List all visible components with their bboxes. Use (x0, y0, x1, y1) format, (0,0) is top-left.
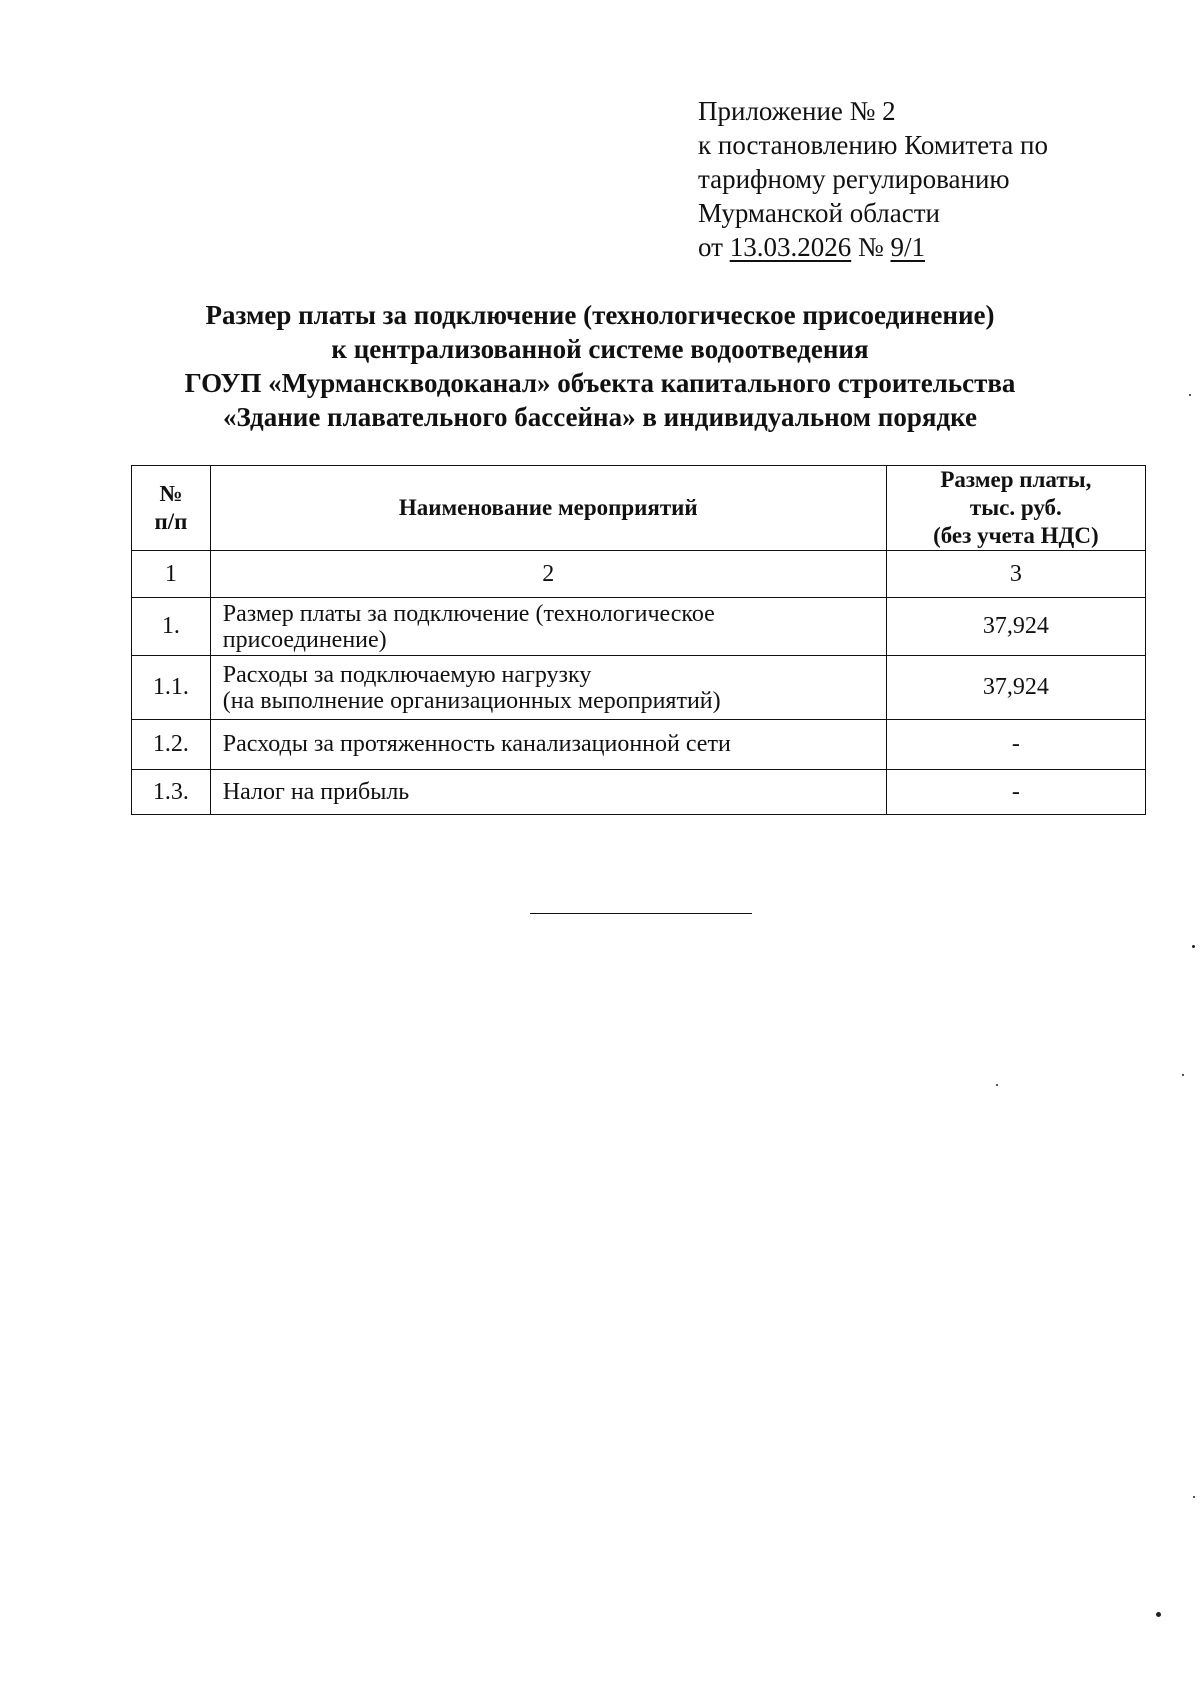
header-name: Наименование мероприятий (210, 466, 886, 551)
header-fee-line-3: (без учета НДС) (933, 523, 1099, 548)
column-number-row (132, 551, 1146, 598)
title-line-1: Размер платы за подключение (технологическое присоединение) (205, 300, 995, 330)
header-fee-line-2: тыс. руб. (969, 495, 1062, 520)
fee-table (131, 465, 1146, 815)
row-num: 1. (132, 598, 211, 656)
scan-speck (1156, 1612, 1161, 1617)
closing-separator-line (530, 913, 752, 914)
document-title (100, 298, 1100, 434)
number-prefix: № (851, 232, 891, 262)
row-value: 37,924 (886, 598, 1145, 656)
row-value: - (886, 770, 1145, 815)
resolution-date: 13.03.2026 (729, 232, 852, 262)
column-number-1: 1 (132, 551, 211, 598)
appendix-line-4: Мурманской области (698, 198, 940, 228)
row-value: - (886, 720, 1145, 770)
title-line-3: ГОУП «Мурманскводоканал» объекта капитального строительства (184, 368, 1016, 398)
row-num: 1.3. (132, 770, 211, 815)
appendix-line-2: к постановлению Комитета по (698, 130, 1048, 160)
table-header-row (132, 466, 1146, 551)
appendix-note (698, 94, 1048, 264)
row-name-line-2: присоединение) (222, 626, 387, 653)
scan-speck (1192, 945, 1195, 948)
column-number-2: 2 (210, 551, 886, 598)
appendix-date-line (698, 230, 1048, 264)
row-name: Налог на прибыль (210, 770, 886, 815)
row-num: 1.1. (132, 656, 211, 720)
title-line-4: «Здание плавательного бассейна» в индивидуальном порядке (222, 402, 978, 432)
scan-speck (1193, 1496, 1195, 1498)
scan-speck (1189, 394, 1191, 396)
row-name (210, 656, 886, 720)
table-row (132, 770, 1146, 815)
header-fee (886, 466, 1145, 551)
appendix-line-1: Приложение № 2 (698, 96, 896, 126)
date-prefix: от (698, 232, 730, 262)
scan-speck (1182, 1074, 1184, 1076)
table-row (132, 720, 1146, 770)
header-num-line-1: № (159, 481, 183, 506)
row-value: 37,924 (886, 656, 1145, 720)
row-name-line-1: Расходы за подключаемую нагрузку (222, 661, 592, 688)
row-num: 1.2. (132, 720, 211, 770)
title-line-2: к централизованной системе водоотведения (331, 334, 869, 364)
header-num (132, 466, 211, 551)
appendix-line-3: тарифному регулированию (698, 164, 1010, 194)
table-row (132, 598, 1146, 656)
resolution-number: 9/1 (890, 232, 925, 262)
row-name (210, 598, 886, 656)
row-name-line-2: (на выполнение организационных мероприятий) (222, 687, 721, 714)
header-fee-line-1: Размер платы, (940, 467, 1092, 492)
scan-speck (996, 1084, 998, 1086)
column-number-3: 3 (886, 551, 1145, 598)
row-name: Расходы за протяженность канализационной сети (210, 720, 886, 770)
table-row (132, 656, 1146, 720)
header-num-line-2: п/п (154, 509, 188, 534)
row-name-line-1: Размер платы за подключение (технологическое (222, 600, 715, 627)
